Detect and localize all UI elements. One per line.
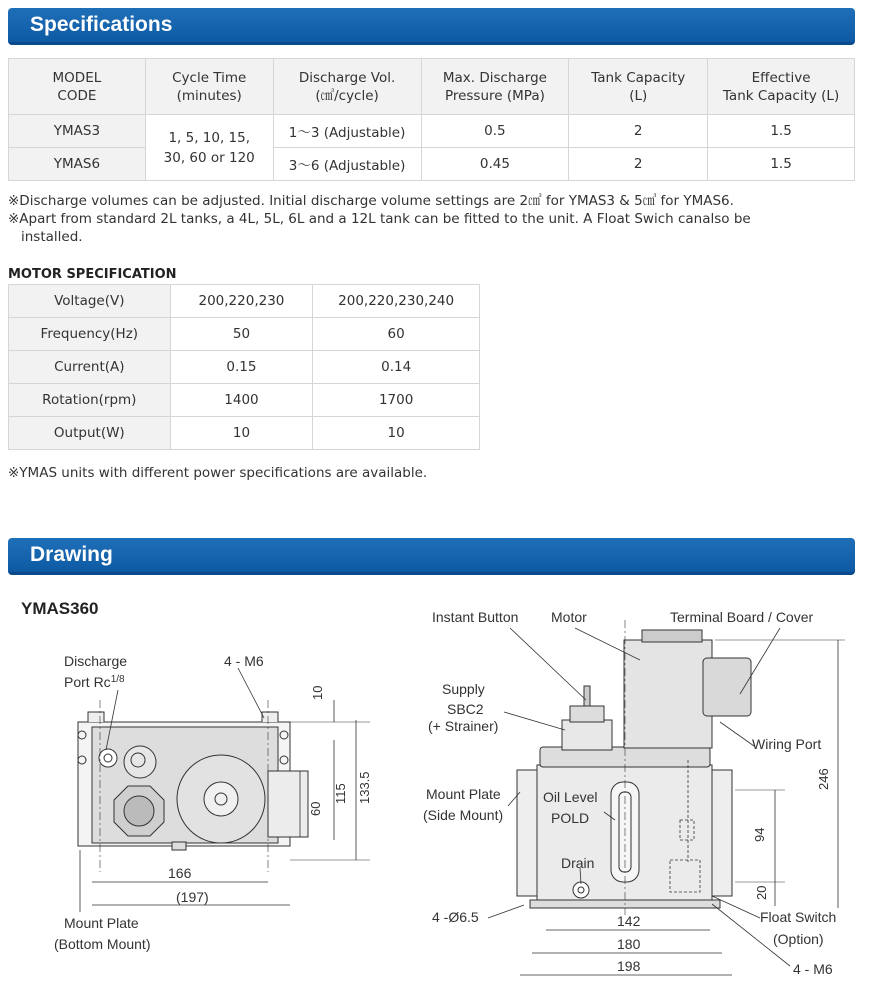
label-mount-plate-side: Mount Plate	[426, 786, 501, 802]
label-holes: 4 -Ø6.5	[432, 909, 479, 925]
table-row	[9, 115, 855, 148]
left-view	[78, 668, 370, 912]
discharge-port	[99, 749, 117, 767]
discharge-cell: 1～3 (Adjustable)	[273, 115, 421, 148]
motor-value-60hz: 1700	[313, 384, 480, 417]
table-row	[9, 148, 855, 181]
effective-cell: 1.5	[708, 115, 855, 148]
note-tanks: ※Apart from standard 2L tanks, a 4L, 5L, 6L and a 12L tank can be fitted to the unit. A Float Swich canalso be	[8, 211, 751, 227]
label-float-switch: Float Switch	[760, 909, 837, 925]
dim-197: (197)	[176, 889, 209, 905]
label-discharge: Discharge	[64, 653, 128, 669]
specifications-table	[8, 58, 855, 181]
dim-166: 166	[168, 865, 192, 881]
mount-tab	[262, 712, 278, 722]
label-side-mount: (Side Mount)	[423, 807, 504, 823]
label-mount-plate: Mount Plate	[64, 915, 139, 931]
label-supply: Supply	[442, 681, 485, 697]
drawing-model: YMAS360	[21, 599, 99, 618]
dim-60: 60	[308, 801, 323, 816]
leader-line	[720, 722, 754, 746]
leader-line	[488, 905, 524, 918]
tank-cell: 2	[569, 148, 708, 181]
dim-1335: 133.5	[357, 771, 372, 804]
label-instant-button: Instant Button	[432, 609, 519, 625]
pressure-cell: 0.45	[421, 148, 569, 181]
motor-value-50hz: 10	[170, 417, 313, 450]
label-strainer: (+ Strainer)	[428, 718, 499, 734]
col-tank-capacity: Tank Capacity (L)	[569, 59, 708, 115]
cycle-time-cell: 1, 5, 10, 15, 30, 60 or 120	[145, 115, 273, 181]
label-motor: Motor	[551, 609, 587, 625]
motor-value-50hz: 0.15	[170, 351, 313, 384]
col-discharge-vol: Discharge Vol. (㎤/cycle)	[273, 59, 421, 115]
table-row	[9, 318, 480, 351]
technical-drawing	[0, 590, 870, 1004]
motor-label: Current(A)	[9, 351, 171, 384]
dim-246: 246	[816, 768, 831, 790]
label-wiring-port: Wiring Port	[752, 736, 822, 752]
label-m6-right: 4 - M6	[793, 961, 833, 977]
label-drain: Drain	[561, 855, 595, 871]
dim-20: 20	[754, 885, 769, 900]
note-tanks-cont: installed.	[21, 229, 83, 245]
model-code-cell: YMAS3	[9, 115, 146, 148]
label-discharge-port: Port $Rc^{1/8}$	[64, 674, 125, 690]
leader-line	[238, 668, 264, 718]
drawing-header: Drawing	[8, 538, 855, 575]
label-m6-left: 4 - M6	[224, 653, 264, 669]
motor-cap	[642, 630, 702, 642]
motor-value-60hz: 10	[313, 417, 480, 450]
label-sbc2: SBC2	[447, 701, 484, 717]
label-pold: POLD	[551, 810, 590, 826]
col-max-pressure: Max. Discharge Pressure (MPa)	[421, 59, 569, 115]
effective-cell: 1.5	[708, 148, 855, 181]
col-cycle-time: Cycle Time (minutes)	[145, 59, 273, 115]
motor-value-60hz: 0.14	[313, 351, 480, 384]
side-plate	[712, 770, 732, 896]
model-code-cell: YMAS6	[9, 148, 146, 181]
table-row	[9, 351, 480, 384]
instant-button	[584, 686, 590, 706]
motor-shaft	[204, 782, 238, 816]
dim-180: 180	[617, 936, 641, 952]
motor-note: ※YMAS units with different power specifications are available.	[8, 465, 428, 481]
motor-value-60hz: 200,220,230,240	[313, 285, 480, 318]
drain-nub	[172, 842, 186, 850]
table-row	[9, 384, 480, 417]
label-bottom-mount: (Bottom Mount)	[54, 936, 151, 952]
table-row	[9, 417, 480, 450]
table-row	[9, 285, 480, 318]
drain-plug	[573, 882, 589, 898]
motor-label: Rotation(rpm)	[9, 384, 171, 417]
motor-value-60hz: 60	[313, 318, 480, 351]
motor-label: Output(W)	[9, 417, 171, 450]
dim-10: 10	[310, 685, 325, 700]
mount-tab	[88, 712, 104, 722]
motor-spec-table	[8, 284, 480, 450]
strainer-cap	[570, 706, 604, 722]
label-terminal: Terminal Board / Cover	[670, 609, 814, 625]
label-oil-level: Oil Level	[543, 789, 598, 805]
motor-value-50hz: 1400	[170, 384, 313, 417]
spec-header-row	[9, 59, 855, 115]
dim-94: 94	[752, 827, 767, 842]
motor-label: Voltage(V)	[9, 285, 171, 318]
motor-label: Frequency(Hz)	[9, 318, 171, 351]
specifications-header: Specifications	[8, 8, 855, 45]
dim-115: 115	[333, 783, 348, 804]
strainer	[562, 720, 612, 750]
terminal-box	[268, 771, 308, 837]
leader-line	[510, 628, 586, 700]
side-plate	[517, 770, 537, 896]
tank-cell: 2	[569, 115, 708, 148]
filler-cap	[124, 796, 154, 826]
dim-198: 198	[617, 958, 641, 974]
leader-line	[504, 712, 565, 730]
motor	[624, 640, 712, 748]
motor-spec-title: MOTOR SPECIFICATION	[8, 267, 177, 282]
motor-value-50hz: 50	[170, 318, 313, 351]
label-option: (Option)	[773, 931, 824, 947]
col-model-code: MODEL CODE	[9, 59, 146, 115]
dim-142: 142	[617, 913, 641, 929]
piston-cap	[124, 746, 156, 778]
discharge-cell: 3～6 (Adjustable)	[273, 148, 421, 181]
spec-notes	[8, 192, 751, 246]
pressure-cell: 0.5	[421, 115, 569, 148]
motor-value-50hz: 200,220,230	[170, 285, 313, 318]
col-effective-capacity: Effective Tank Capacity (L)	[708, 59, 855, 115]
note-discharge: ※Discharge volumes can be adjusted. Initial discharge volume settings are 2㎤ for YMAS3 & 5㎤ for YMAS6.	[8, 193, 734, 209]
